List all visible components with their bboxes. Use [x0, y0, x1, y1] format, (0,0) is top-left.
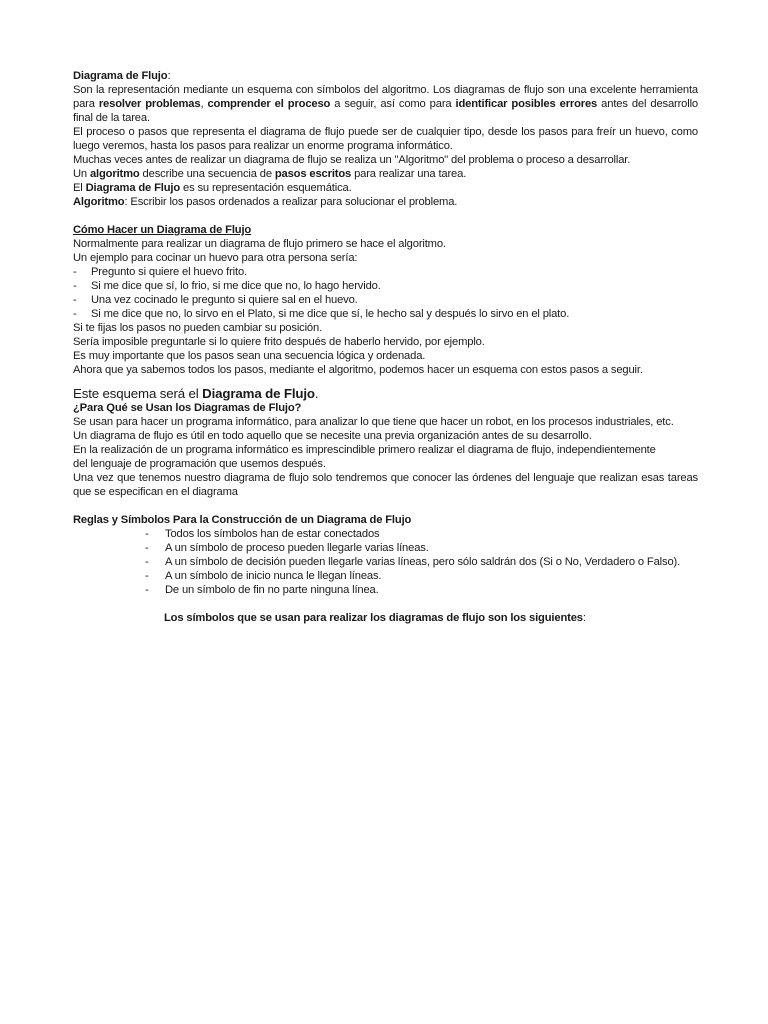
- list-item: - Pregunto si quiere el huevo frito.: [73, 266, 247, 278]
- text-run: para realizar una tarea.: [351, 168, 467, 180]
- steps-list: [73, 265, 698, 321]
- paragraph-definition: [73, 83, 698, 125]
- rules-list: [73, 527, 698, 597]
- text-line: Un diagrama de flujo es útil en todo aquello que se necesite una previa organización antes de su desarrollo.: [73, 430, 592, 442]
- text-line: Se usan para hacer un programa informático, para analizar lo que tiene que hacer un robot, en los procesos industriales, etc.: [73, 416, 674, 428]
- paragraph-algoritmo-def: [73, 167, 698, 181]
- text-run: antes del desarrollo final de la tarea.: [73, 98, 699, 124]
- closing-statement: Los símbolos que se usan para realizar los diagramas de flujo son los siguientes:: [164, 612, 586, 624]
- paragraph-diagrama-def: [73, 181, 698, 195]
- list-item: - Si me dice que no, lo sirvo en el Plato, si me dice que sí, le hecho sal y después lo sirvo en el plato.: [73, 308, 570, 320]
- list-item: - De un símbolo de fin no parte ninguna línea.: [145, 584, 379, 596]
- text-line: Ahora que ya sabemos todos los pasos, mediante el algoritmo, podemos hacer un esquema con estos pasos a seguir.: [73, 364, 643, 376]
- section3-body: [73, 415, 698, 499]
- document-page: [73, 69, 698, 625]
- list-item: - A un símbolo de decisión pueden llegarle varias líneas, pero sólo saldrán dos (Si o No, Verdadero o Falso).: [145, 556, 681, 568]
- bold-text: resolver problemas: [98, 98, 201, 110]
- list-item: - Una vez cocinado le pregunto si quiere sal en el huevo.: [73, 294, 358, 306]
- text-run: ,: [200, 98, 208, 110]
- text-line: del lenguaje de programación que usemos después.: [73, 458, 326, 470]
- list-item: - A un símbolo de inicio nunca le llegan líneas.: [145, 570, 382, 582]
- text-line: Un ejemplo para cocinar un huevo para otra persona sería:: [73, 252, 358, 264]
- list-item: - Si me dice que sí, lo frio, si me dice que no, lo hago hervido.: [73, 280, 381, 292]
- paragraph-algoritmo-intro: Muchas veces antes de realizar un diagrama de flujo se realiza un "Algoritmo" del problema o proceso a desarrollar.: [73, 154, 631, 166]
- esquema-heading: Este esquema será el Diagrama de Flujo.: [73, 386, 319, 401]
- text-run: describe una secuencia de: [139, 168, 275, 180]
- bold-text: pasos escritos: [274, 168, 352, 180]
- text-line: Si te fijas los pasos no pueden cambiar su posición.: [73, 322, 323, 334]
- section-title-como-hacer: Cómo Hacer un Diagrama de Flujo: [73, 224, 252, 236]
- bold-text: comprender el proceso: [207, 98, 331, 110]
- text-line: Es muy importante que los pasos sean una secuencia lógica y ordenada.: [73, 350, 426, 362]
- text-run: El: [73, 182, 86, 194]
- text-line: Normalmente para realizar un diagrama de flujo primero se hace el algoritmo.: [73, 238, 446, 250]
- bold-text: algoritmo: [89, 168, 140, 180]
- text-paragraph: Una vez que tenemos nuestro diagrama de flujo solo tendremos que conocer las órdenes del lenguaje que realizan esas tareas que se especifican en el diagrama: [73, 472, 698, 498]
- paragraph-process: El proceso o pasos que representa el diagrama de flujo puede ser de cualquier tipo, desde los pasos para freír un huevo, como luego veremos, hasta los pasos para realizar un enorme programa informático.: [73, 126, 698, 152]
- text-line: En la realización de un programa informático es imprescindible primero realizar el diagrama de flujo, independientemente: [73, 444, 656, 456]
- bold-text: Diagrama de Flujo: [85, 182, 181, 194]
- text-run: : Escribir los pasos ordenados a realizar para solucionar el problema.: [124, 196, 458, 208]
- text-run: Son la representación mediante un esquema con símbolos del algoritmo. Los diagramas de flujo son una excelente herramienta para: [73, 84, 698, 110]
- list-item: - Todos los símbolos han de estar conectados: [145, 528, 380, 540]
- section-title-diagrama: Diagrama de Flujo:: [73, 70, 171, 82]
- bold-text: identificar posibles errores: [455, 98, 598, 110]
- text-run: es su representación esquemática.: [180, 182, 352, 194]
- text-line: Sería imposible preguntarle si lo quiere frito después de haberlo hervido, por ejemplo.: [73, 336, 485, 348]
- text-run: a seguir, así como para: [330, 98, 456, 110]
- paragraph-algoritmo-label: [73, 195, 698, 209]
- section-title-reglas: Reglas y Símbolos Para la Construcción de un Diagrama de Flujo: [73, 514, 412, 526]
- list-item: - A un símbolo de proceso pueden llegarle varias líneas.: [145, 542, 429, 554]
- bold-text: Algoritmo: [73, 196, 125, 208]
- section2-after: [73, 321, 698, 377]
- section2-intro: [73, 237, 698, 265]
- section-title-para-que: ¿Para Qué se Usan los Diagramas de Flujo?: [73, 402, 302, 414]
- text-run: Un: [73, 168, 90, 180]
